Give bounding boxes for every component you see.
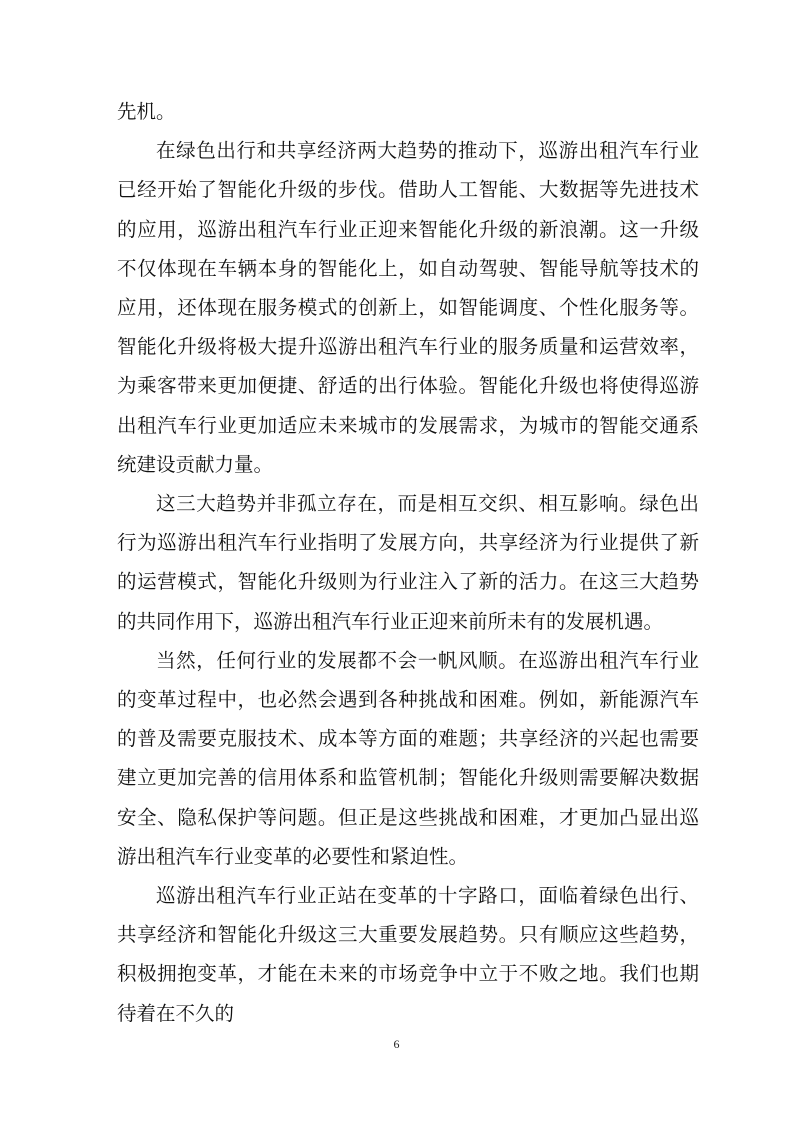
page-number: 6 [393, 1037, 400, 1051]
paragraph-three-trends: 这三大趋势并非孤立存在，而是相互交织、相互影响。绿色出行为巡游出租汽车行业指明了发展方向，共享经济为行业提供了新的运营模式，智能化升级则为行业注入了新的活力。在这三大趋势的共同作用下，巡游出租汽车行业正迎来前所未有的发展机遇。 [117, 492, 699, 633]
paragraph-crossroads: 巡游出租汽车行业正站在变革的十字路口，面临着绿色出行、共享经济和智能化升级这三大重要发展趋势。只有顺应这些趋势，积极拥抱变革，才能在未来的市场竞争中立于不败之地。我们也期待着在不久的 [117, 884, 699, 1025]
paragraph-challenges: 当然，任何行业的发展都不会一帆风顺。在巡游出租汽车行业的变革过程中，也必然会遇到各种挑战和困难。例如，新能源汽车的普及需要克服技术、成本等方面的难题；共享经济的兴起也需要建立更加完善的信用体系和监管机制；智能化升级则需要解决数据安全、隐私保护等问题。但正是这些挑战和困难，才更加凸显出巡游出租汽车行业变革的必要性和紧迫性。 [117, 648, 699, 868]
paragraph-intelligent-upgrade: 在绿色出行和共享经济两大趋势的推动下，巡游出租汽车行业已经开始了智能化升级的步伐。借助人工智能、大数据等先进技术的应用，巡游出租汽车行业正迎来智能化升级的新浪潮。这一升级不仅体现在车辆本身的智能化上，如自动驾驶、智能导航等技术的应用，还体现在服务模式的创新上，如智能调度、个性化服务等。智能化升级将极大提升巡游出租汽车行业的服务质量和运营效率，为乘客带来更加便捷、舒适的出行体验。智能化升级也将使得巡游出租汽车行业更加适应未来城市的发展需求，为城市的智能交通系统建设贡献力量。 [117, 139, 699, 476]
body-text [117, 92, 699, 1033]
paragraph-continuation: 先机。 [117, 100, 176, 123]
